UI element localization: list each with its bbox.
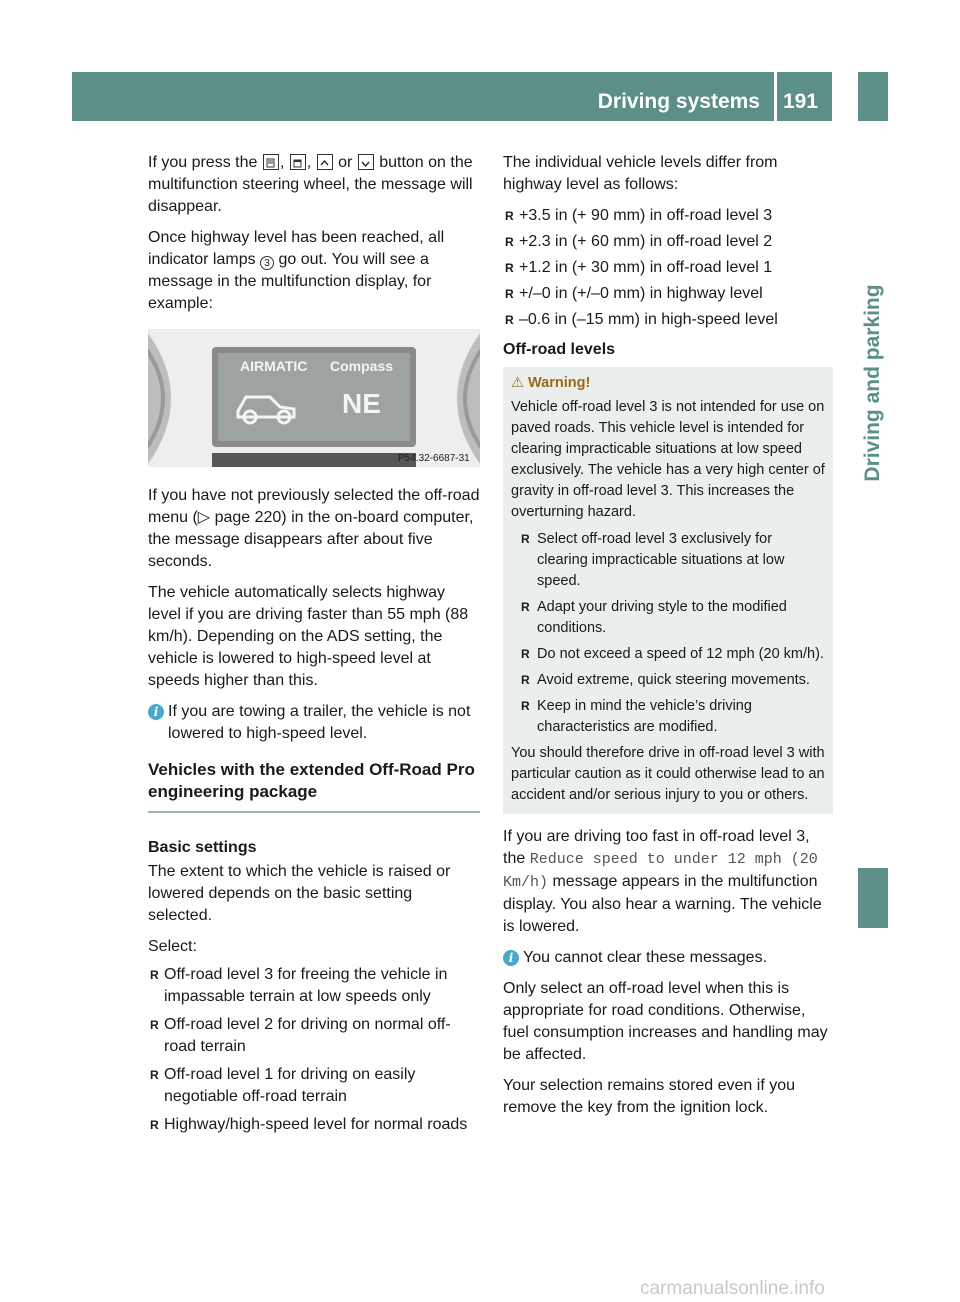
list-item: R –0.6 in (–15 mm) in high-speed level [503,309,833,331]
display-label-compass: Compass [330,358,394,374]
info-trailer: i If you are towing a trailer, the vehicle is not lowered to high-speed level. [148,701,480,745]
list-item: R Off-road level 2 for driving on normal off-road terrain [148,1014,480,1058]
auto-highway-paragraph: The vehicle automatically selects highway level if you are driving faster than 55 mph (88 km/h). Depending on the ADS setting, the vehicle is lowered to high-speed level at speeds higher than this. [148,584,469,689]
left-column [148,152,480,1142]
page-button-icon [290,154,306,170]
multifunction-display-figure [148,329,480,467]
page-number: 191 [782,90,818,113]
section-heading-offroad-pro: Vehicles with the extended Off-Road Pro engineering package [148,759,480,813]
levels-intro: The individual vehicle levels differ from highway level as follows: [503,154,778,193]
list-item: R Highway/high-speed level for normal roads [148,1114,480,1136]
list-item: R Do not exceed a speed of 12 mph (20 km/h). [519,644,825,665]
page-ref-arrow-icon: ▷ [197,509,211,526]
selection-stored-paragraph: Your selection remains stored even if you remove the key from the ignition lock. [503,1077,796,1116]
list-item: R Off-road level 1 for driving on easily negotiable off-road terrain [148,1064,480,1108]
figure-code: P54.32-6687-31 [398,453,470,464]
warning-title: ⚠ Warning! [511,375,591,391]
down-arrow-button-icon [358,154,374,170]
list-item: R +3.5 in (+ 90 mm) in off-road level 3 [503,205,833,227]
right-column [503,152,833,1128]
info-icon: i [503,950,519,966]
chapter-label: Driving and parking [861,284,884,482]
display-label-airmatic: AIRMATIC [240,358,308,374]
display-message: Reduce speed to under 12 mph (20 Km/h) [503,851,818,891]
highway-level-paragraph: Once highway level has been reached, all indicator lamps 3 go out. You will see a message in the multifunction display, for example: [148,229,445,312]
list-item: R +/–0 in (+/–0 mm) in highway level [503,283,833,305]
basic-settings-text: The extent to which the vehicle is raised or lowered depends on the basic setting selected. [148,863,451,924]
display-illustration [148,329,480,467]
display-compass-heading: NE [342,388,381,419]
select-offroad-paragraph: Only select an off-road level when this is appropriate for road conditions. Otherwise, fuel consumption increases and handling may be affected. [503,980,828,1063]
list-item: R Off-road level 3 for freeing the vehicle in impassable terrain at low speeds only [148,964,480,1008]
select-label: Select: [148,938,197,955]
offroad-levels-heading: Off-road levels [503,341,616,358]
side-tab-marker [858,868,888,928]
display-button-icon [263,154,279,170]
page-header [72,72,832,121]
section-title: Driving systems [597,90,760,113]
list-item: R Adapt your driving style to the modified conditions. [519,597,825,639]
press-button-paragraph: If you press the , , or button on the multifunction steering wheel, the message will disappear. [148,154,473,215]
offroad-menu-paragraph: If you have not previously selected the off-road menu (▷ page 220) in the on-board computer, the message disappears after about five seconds. [148,487,480,570]
list-item: R Avoid extreme, quick steering movements. [519,670,825,691]
page-reference-link[interactable]: page 220 [214,509,282,526]
list-item: R +1.2 in (+ 30 mm) in off-road level 1 [503,257,833,279]
warning-box [503,367,833,814]
warning-closing: You should therefore drive in off-road level 3 with particular caution as it could otherwise lead to an accident and/or serious injury to you or others. [511,745,825,803]
warning-triangle-icon: ⚠ [511,375,524,391]
basic-settings-heading: Basic settings [148,839,257,856]
side-tab-top [858,72,888,121]
header-divider [774,72,777,121]
warning-text: Vehicle off-road level 3 is not intended for use on paved roads. This vehicle level is intended for clearing impracticable situations at low speed exclusively. The vehicle has a very high center of gravity in off-road level 3. This increases the overturning hazard. [511,399,825,520]
too-fast-paragraph: If you are driving too fast in off-road level 3, the Reduce speed to under 12 mph (20 Km/h) message appears in the multifunction display. You also hear a warning. The vehicle is lowered. [503,828,822,935]
list-item: R Select off-road level 3 exclusively for clearing impracticable situations at low speed. [519,529,825,592]
watermark: carmanualsonline.info [640,1278,825,1299]
lamp-number-3: 3 [260,256,274,270]
info-cannot-clear: i You cannot clear these messages. [503,947,833,969]
info-icon: i [148,704,164,720]
up-arrow-button-icon [317,154,333,170]
list-item: R Keep in mind the vehicle’s driving characteristics are modified. [519,696,825,738]
list-item: R +2.3 in (+ 60 mm) in off-road level 2 [503,231,833,253]
